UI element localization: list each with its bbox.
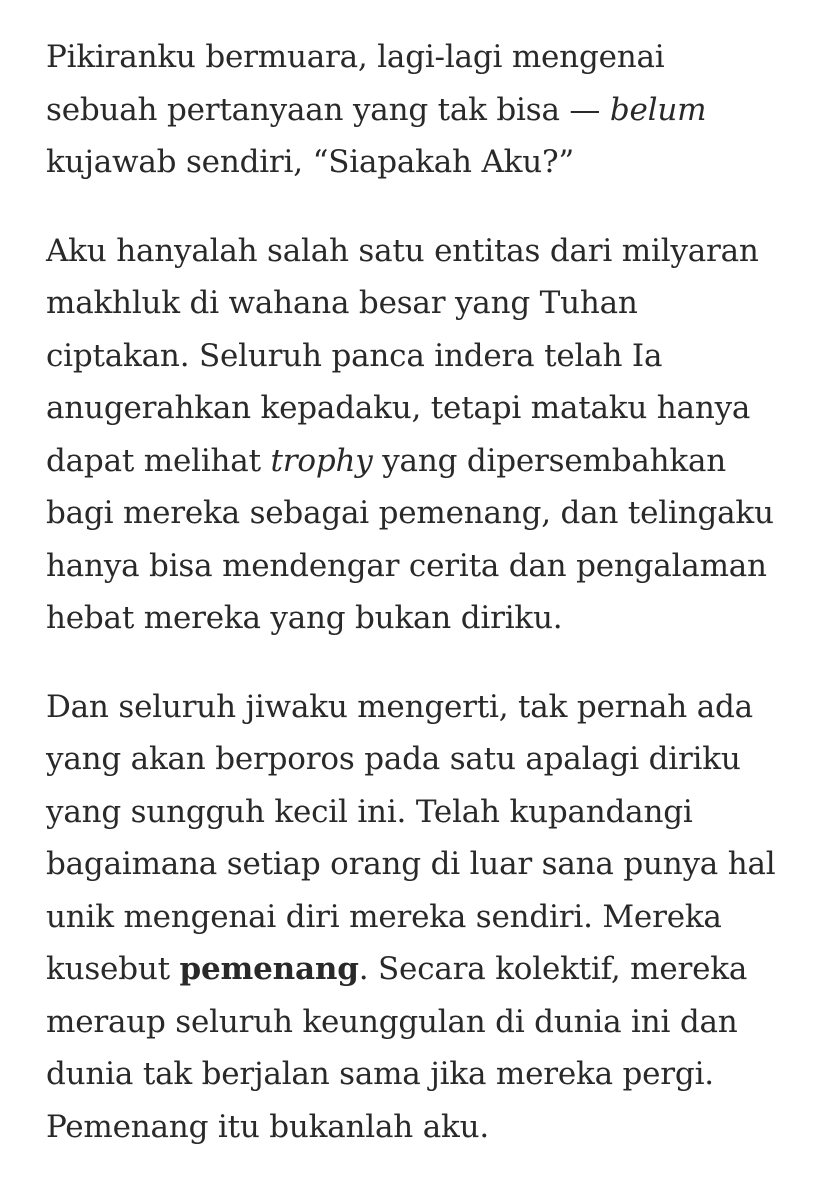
- text-segment: Aku hanyalah salah satu entitas dari milyaran makhluk di wahana besar yang Tuhan ciptakan. Seluruh panca indera telah Ia anugerahkan kepadaku, tetapi mataku hanya dapat melihat: [46, 232, 759, 479]
- italic-text: trophy: [270, 442, 373, 479]
- paragraph-3: [46, 681, 785, 1154]
- text-segment: yang dipersembahkan bagi mereka sebagai pemenang, dan telingaku hanya bisa mendengar cerita dan pengalaman hebat mereka yang bukan diriku.: [46, 442, 774, 636]
- paragraph-1: [46, 31, 785, 189]
- bold-text: pemenang: [179, 951, 359, 987]
- paragraph-2: [46, 225, 785, 645]
- text-segment: kujawab sendiri, “Siapakah Aku?”: [46, 144, 575, 180]
- text-segment: Pikiranku bermuara, lagi-lagi mengenai sebuah pertanyaan yang tak bisa —: [46, 39, 665, 128]
- italic-text: belum: [609, 91, 707, 128]
- text-segment: . Secara kolektif, mereka meraup seluruh keunggulan di dunia ini dan dunia tak berjalan sama jika mereka pergi. Pemenang itu bukanlah aku.: [46, 951, 748, 1145]
- text-segment: Dan seluruh jiwaku mengerti, tak pernah ada yang akan berporos pada satu apalagi diriku yang sungguh kecil ini. Telah kupandangi bagaimana setiap orang di luar sana punya hal unik mengenai diri mereka sendiri. Mereka kusebut: [46, 688, 776, 987]
